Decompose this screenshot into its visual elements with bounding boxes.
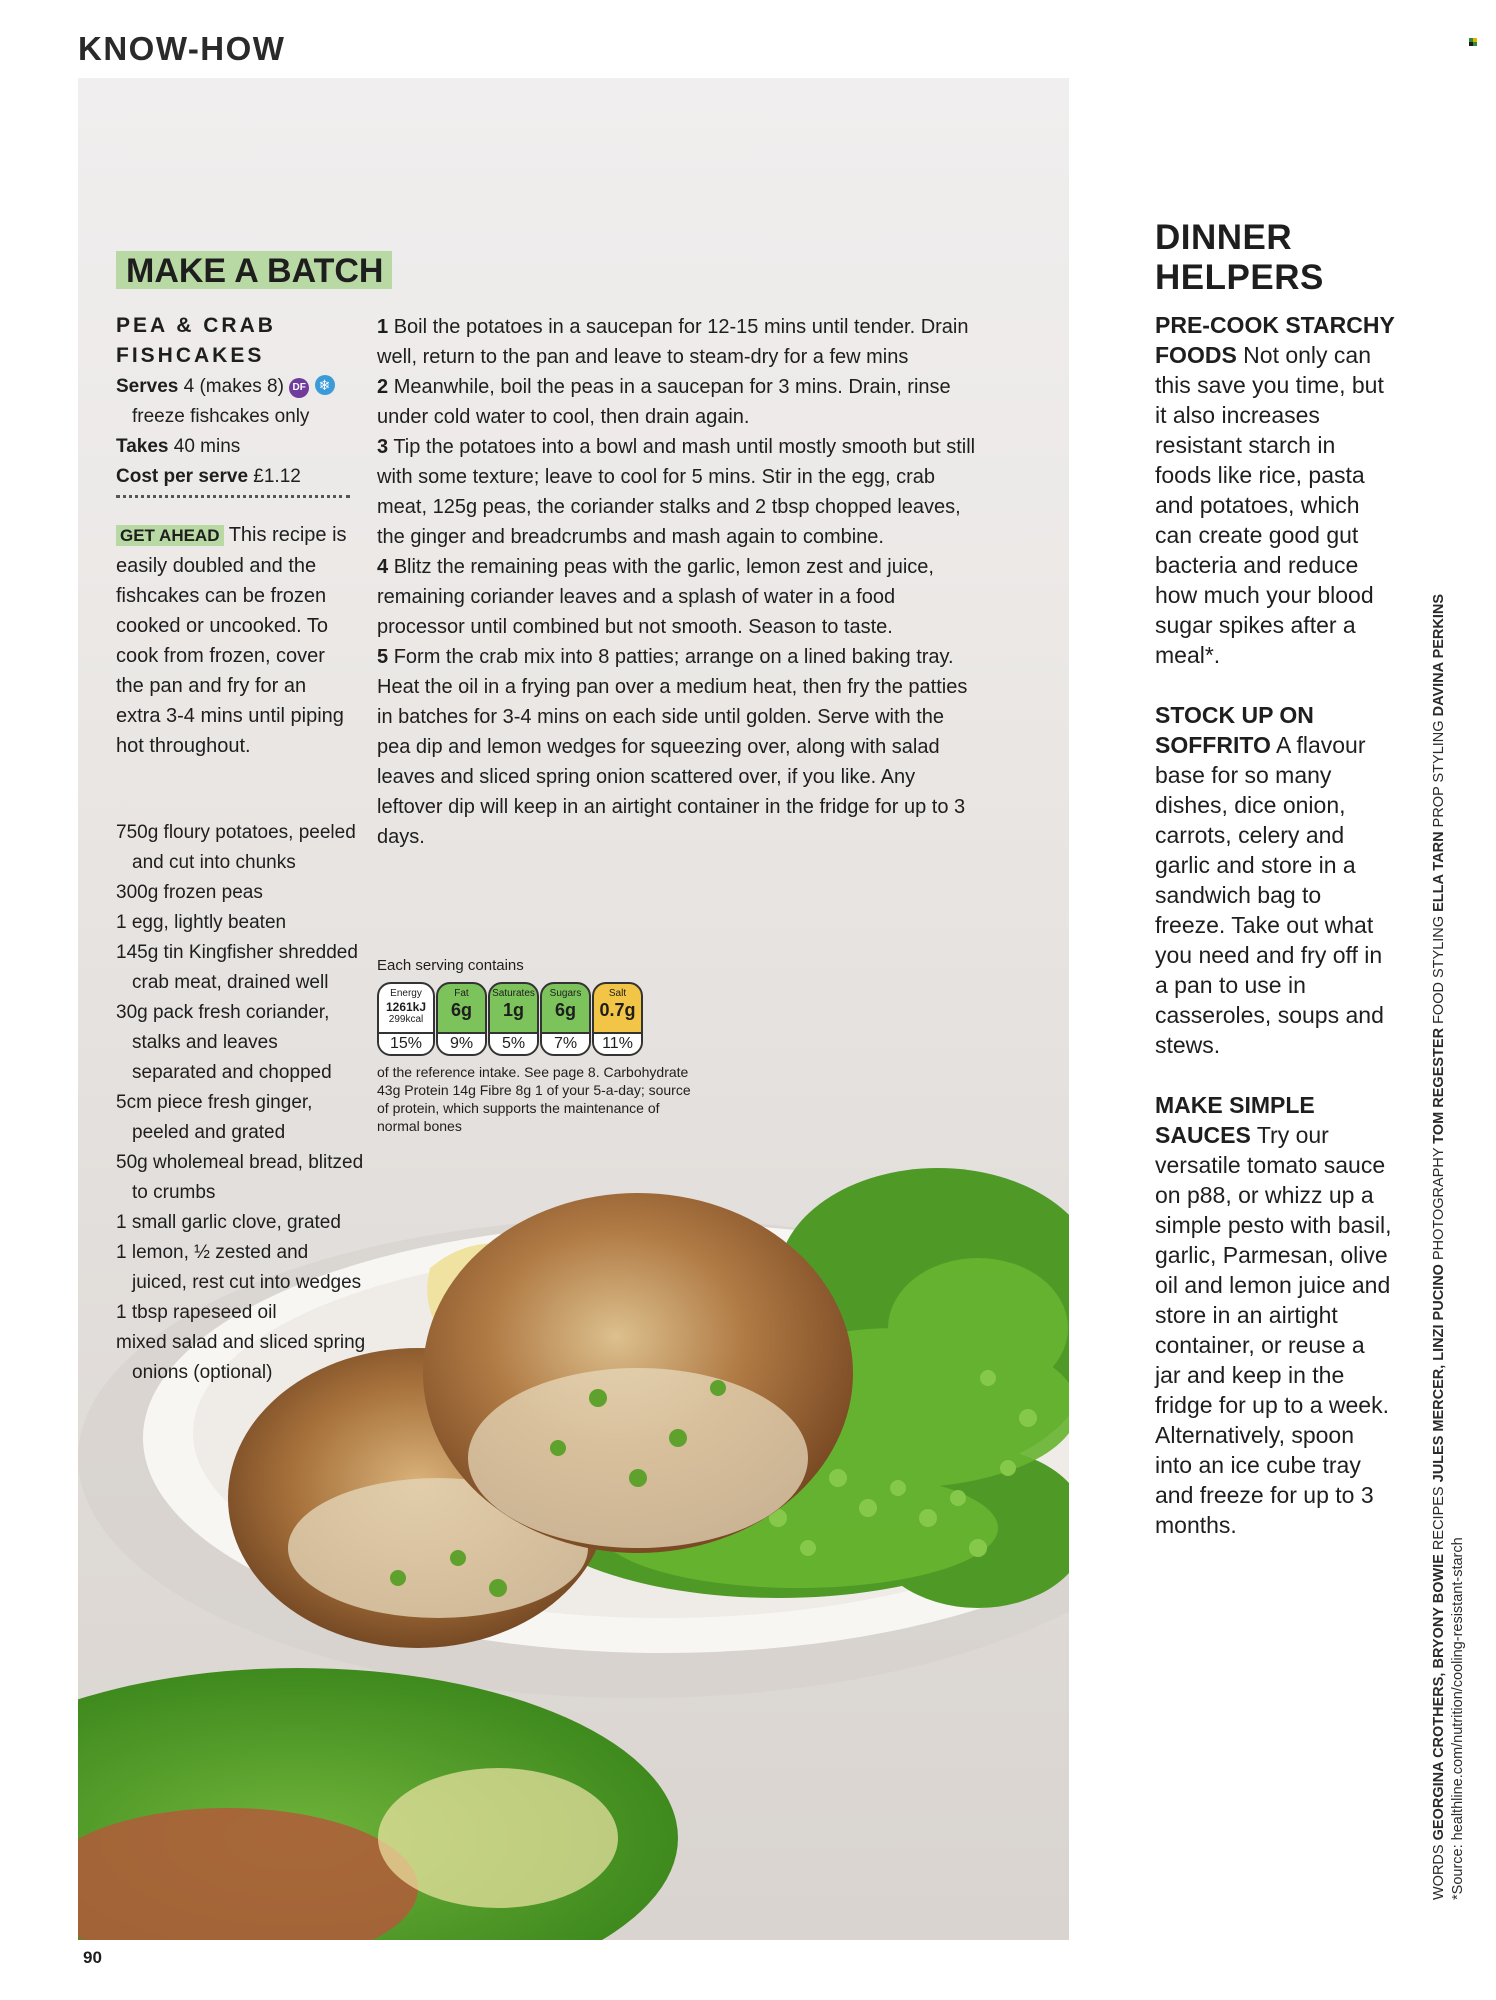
dinner-helpers-tips <box>1155 310 1395 1570</box>
method-step <box>377 642 977 852</box>
saturates-percent: 5% <box>490 1032 537 1054</box>
tip-text: Try our versatile tomato sauce on p88, or whizz up a simple pesto with basil, garlic, Parmesan, olive oil and lemon juice and store in an airtight container, or reuse a jar and keep in the fridge for up to a week. Alternatively, spoon into an ice cube tray and freeze for up to 3 months. <box>1155 1122 1392 1538</box>
salt-percent: 11% <box>594 1032 641 1054</box>
serves-value: 4 (makes 8) <box>183 376 284 397</box>
nutrition-fat <box>436 982 487 1056</box>
energy-label: Energy <box>390 988 422 999</box>
get-ahead-note <box>116 520 356 761</box>
step-number: 3 <box>377 436 389 458</box>
cost-row <box>116 462 356 492</box>
nutrition-label <box>377 982 643 1056</box>
step-text: Blitz the remaining peas with the garlic, lemon zest and juice, remaining coriander leaves and a splash of water in a food processor until combined but not smooth. Season to taste. <box>377 556 934 638</box>
ingredient-item: 1 egg, lightly beaten <box>116 912 287 933</box>
snowflake-icon: ❄ <box>315 375 335 395</box>
fat-value: 6g <box>450 1000 472 1020</box>
takes-label: Takes <box>116 436 169 457</box>
step-text: Tip the potatoes into a bowl and mash until mostly smooth but still with some texture; leave to cool for 5 mins. Stir in the egg, crab meat, 125g peas, the coriander stalks and 2 tbsp chopped leaves, the ginger and breadcrumbs and mash again to combine. <box>377 436 976 548</box>
salt-label: Salt <box>608 988 627 999</box>
step-number: 4 <box>377 556 389 578</box>
saturates-label: Saturates <box>492 988 535 999</box>
nutrition-energy <box>377 982 435 1056</box>
method-step <box>377 312 977 372</box>
method-steps <box>377 312 977 852</box>
make-a-batch-label: MAKE A BATCH <box>126 252 384 290</box>
helpers-title-line-2: HELPERS <box>1155 258 1324 297</box>
section-label: KNOW-HOW <box>78 30 286 67</box>
credits-line: WORDS GEORGINA CROTHERS, BRYONY BOWIE RECIPES JULES MERCER, LINZI PUCINO PHOTOGRAPHY TOM REGESTER FOOD STYLING ELLA TARN PROP STYLING DAVINA PERKINS <box>1431 593 1447 1900</box>
dairy-free-badge: DF <box>289 378 309 398</box>
sugars-label: Sugars <box>549 988 582 999</box>
helper-tip <box>1155 310 1395 670</box>
method-step <box>377 372 977 432</box>
ingredient-item: 300g frozen peas <box>116 882 263 903</box>
salt-value: 0.7g <box>599 1000 636 1020</box>
ingredient-item: mixed salad and sliced spring onions (optional) <box>116 1332 366 1383</box>
fat-label: Fat <box>454 988 469 999</box>
ingredients-list <box>116 818 366 1388</box>
helper-tip <box>1155 700 1395 1060</box>
ingredient-item: 750g floury potatoes, peeled and cut into chunks <box>116 822 356 873</box>
method-step <box>377 552 977 642</box>
ingredient-item: 30g pack fresh coriander, stalks and leaves separated and chopped <box>116 1002 332 1083</box>
tip-text: A flavour base for so many dishes, dice onion, carrots, celery and garlic and store in a sandwich bag to freeze. Take out what you need and fry off in a pan to use in casseroles, soups and stews. <box>1155 732 1384 1058</box>
energy-percent: 15% <box>379 1032 433 1054</box>
helpers-title-line-1: DINNER <box>1155 218 1293 257</box>
cost-label: Cost per serve <box>116 466 249 487</box>
nutrition-footnote: of the reference intake. See page 8. Carbohydrate 43g Protein 14g Fibre 8g 1 of your 5-a-day; source of protein, which supports the maintenance of normal bones <box>377 1064 691 1134</box>
photo-credits <box>1430 570 1468 1900</box>
ingredient-item: 1 small garlic clove, grated <box>116 1212 341 1233</box>
tip-heading: PRE-COOK STARCHY FOODS <box>1155 312 1395 368</box>
step-text: Meanwhile, boil the peas in a saucepan for 3 mins. Drain, rinse under cold water to cool, then drain again. <box>377 376 951 428</box>
ingredient-item: 1 tbsp rapeseed oil <box>116 1302 277 1323</box>
serves-label: Serves <box>116 376 179 397</box>
serves-row <box>116 372 356 402</box>
dotted-divider <box>116 495 350 498</box>
tip-heading: MAKE SIMPLE SAUCES <box>1155 1092 1315 1148</box>
energy-kj: 1261kJ <box>385 1000 427 1014</box>
recipe-title <box>116 311 346 371</box>
step-number: 5 <box>377 646 389 668</box>
nutrition-sugars <box>540 982 591 1056</box>
freeze-note: freeze fishcakes only <box>132 406 310 427</box>
fat-percent: 9% <box>438 1032 485 1054</box>
tip-text: Not only can this save you time, but it also increases resistant starch in foods like rice, pasta and potatoes, which can create good gut bacteria and reduce how much your blood sugar spikes after a meal*. <box>1155 342 1384 668</box>
helper-tip <box>1155 1090 1395 1540</box>
cost-value: £1.12 <box>253 466 301 487</box>
ingredient-item: 1 lemon, ½ zested and juiced, rest cut into wedges <box>116 1242 362 1293</box>
nutrition-heading: Each serving contains <box>377 957 524 974</box>
make-a-batch-tag <box>116 251 392 289</box>
page-number: 90 <box>83 1948 102 1967</box>
dinner-helpers-title <box>1155 218 1324 298</box>
recipe-title-line-1: PEA & CRAB <box>116 314 276 337</box>
nutrition-saturates <box>488 982 539 1056</box>
get-ahead-text: This recipe is easily doubled and the fishcakes can be frozen cooked or uncooked. To cook from frozen, cover the pan and fry for an extra 3-4 mins until piping hot throughout. <box>116 524 347 757</box>
sugars-percent: 7% <box>542 1032 589 1054</box>
method-step <box>377 432 977 552</box>
step-text: Form the crab mix into 8 patties; arrange on a lined baking tray. Heat the oil in a frying pan over a medium heat, then fry the patties in batches for 3-4 mins on each side until golden. Serve with the pea dip and lemon wedges for squeezing over, along with salad leaves and sliced spring onion scattered over, if you like. Any leftover dip will keep in an airtight container in the fridge for up to 3 days. <box>377 646 968 848</box>
ingredient-item: 50g wholemeal bread, blitzed to crumbs <box>116 1152 364 1203</box>
saturates-value: 1g <box>502 1000 524 1020</box>
source-note: *Source: healthline.com/nutrition/cooling-resistant-starch <box>1450 1537 1466 1900</box>
step-number: 1 <box>377 316 389 338</box>
ingredient-item: 145g tin Kingfisher shredded crab meat, drained well <box>116 942 358 993</box>
energy-kcal: 299kcal <box>388 1014 424 1025</box>
recipe-title-line-2: FISHCAKES <box>116 344 265 367</box>
brand-mark-icon <box>1469 38 1477 46</box>
takes-row <box>116 432 356 462</box>
get-ahead-tag: GET AHEAD <box>116 525 224 546</box>
step-number: 2 <box>377 376 389 398</box>
tip-heading: STOCK UP ON SOFFRITO <box>1155 702 1314 758</box>
sugars-value: 6g <box>554 1000 576 1020</box>
takes-value: 40 mins <box>173 436 241 457</box>
nutrition-salt <box>592 982 643 1056</box>
step-text: Boil the potatoes in a saucepan for 12-15 mins until tender. Drain well, return to the pan and leave to steam-dry for a few mins <box>377 316 969 368</box>
recipe-meta <box>116 372 356 492</box>
ingredient-item: 5cm piece fresh ginger, peeled and grated <box>116 1092 313 1143</box>
